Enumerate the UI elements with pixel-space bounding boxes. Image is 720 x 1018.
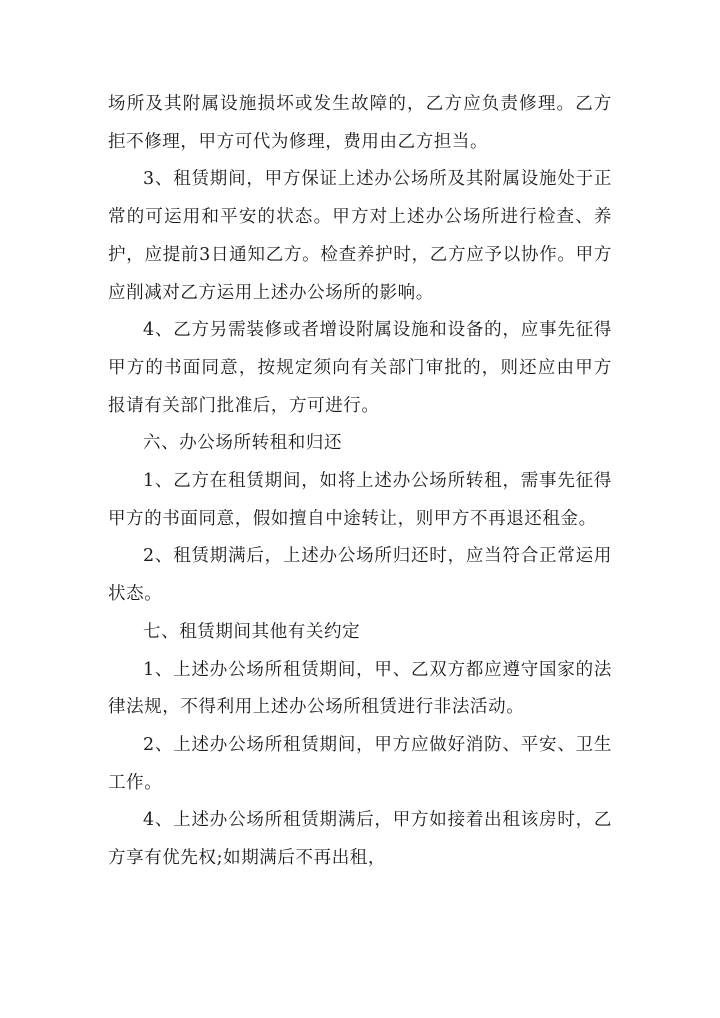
section-heading-6: 六、办公场所转租和归还	[143, 433, 343, 454]
section-heading-7: 七、租赁期间其他有关约定	[143, 621, 361, 642]
paragraph-6: 2、租赁期满后，上述办公场所归还时，应当符合正常运用状态。	[108, 546, 612, 605]
paragraph-9: 2、上述办公场所租赁期间，甲方应做好消防、平安、卫生工作。	[108, 734, 612, 793]
document-body	[108, 86, 612, 878]
paragraph-8: 1、上述办公场所租赁期间，甲、乙双方都应遵守国家的法律法规，不得利用上述办公场所租赁进行非法活动。	[108, 659, 612, 718]
paragraph-1: 场所及其附属设施损坏或发生故障的，乙方应负责修理。乙方拒不修理，甲方可代为修理，费用由乙方担当。	[108, 94, 612, 152]
paragraph-3: 4、乙方另需装修或者增设附属设施和设备的，应事先征得甲方的书面同意，按规定须向有关部门审批的，则还应由甲方报请有关部门批准后，方可进行。	[108, 320, 612, 416]
paragraph-2: 3、租赁期间，甲方保证上述办公场所及其附属设施处于正常的可运用和平安的状态。甲方对上述办公场所进行检查、养护，应提前3日通知乙方。检查养护时，乙方应予以协作。甲方应削减对乙方运用上述办公场所的影响。	[108, 169, 612, 303]
paragraph-10: 4、上述办公场所租赁期满后，甲方如接着出租该房时，乙方享有优先权;如期满后不再出租，	[108, 810, 612, 869]
paragraph-5: 1、乙方在租赁期间，如将上述办公场所转租，需事先征得甲方的书面同意，假如擅自中途转让，则甲方不再退还租金。	[108, 471, 612, 529]
